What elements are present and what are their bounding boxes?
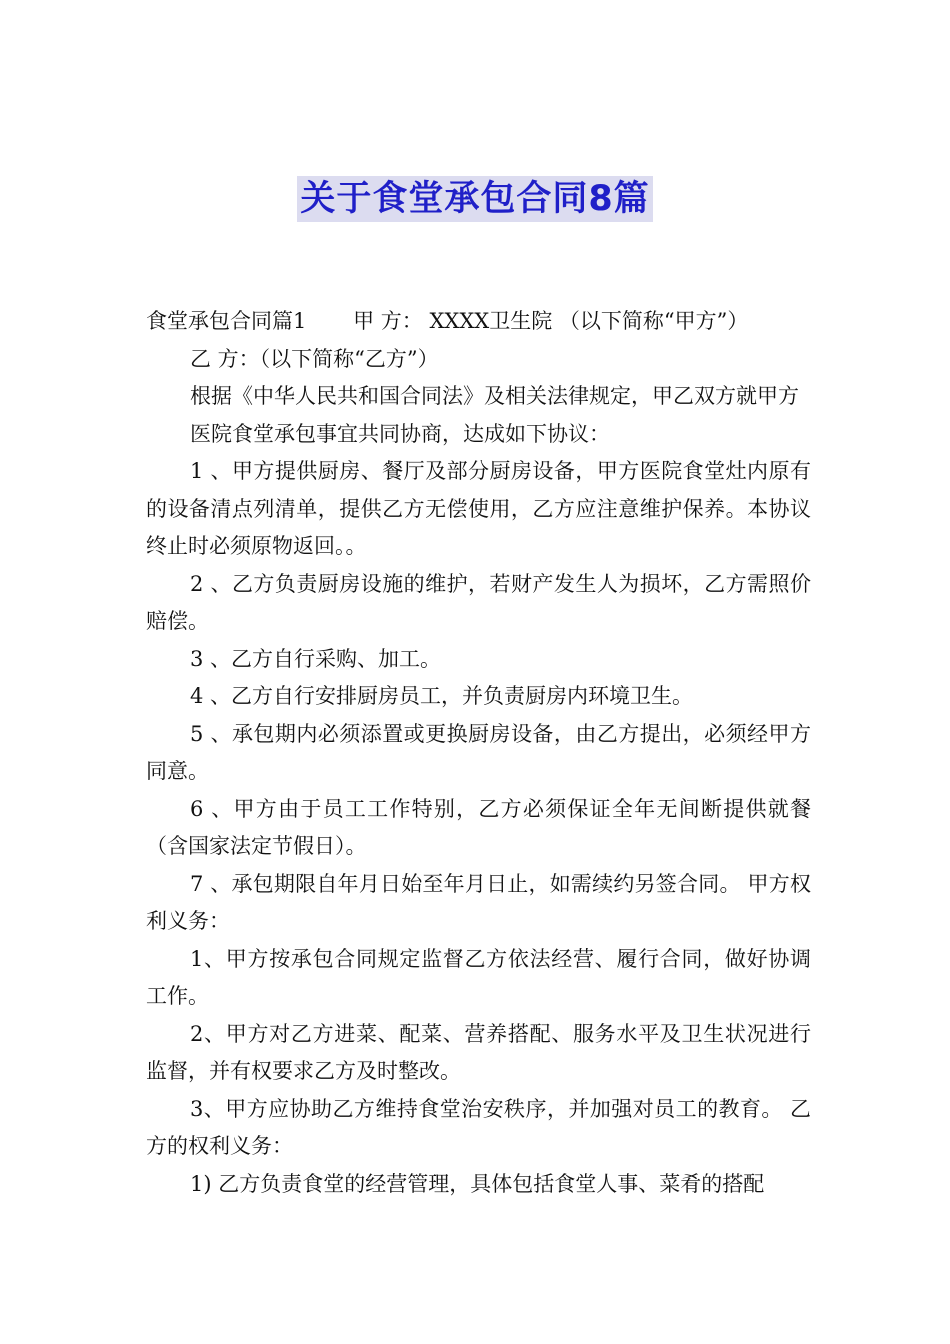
party-b-duty-1: 1) 乙方负责食堂的经营管理，具体包括食堂人事、菜肴的搭配 [190,1171,765,1196]
paragraph-preamble: 根据《中华人民共和国合同法》及相关法律规定，甲乙双方就甲方 [190,384,799,408]
party-b-line: 乙 方：（以下简称“乙方”） [190,346,439,371]
title-area [0,176,950,222]
document-body [146,303,811,1203]
clause-4: 4 、乙方自行安排厨房员工，并负责厨房内环境卫生。 [190,684,694,708]
paragraph-agreement-intro: 医院食堂承包事宜共同协商，达成如下协议： [190,421,610,446]
party-a-duty-1: 1、甲方按承包合同规定监督乙方依法经营、履行合同，做好协调工作。 [146,946,811,1008]
party-a-duty-3: 3、甲方应协助乙方维持食堂治安秩序，并加强对员工的教育。 乙方的权利义务： [146,1096,811,1158]
clause-3: 3 、乙方自行采购、加工。 [190,646,442,671]
clause-2: 2 、乙方负责厨房设施的维护，若财产发生人为损坏，乙方需照价赔偿。 [146,571,811,633]
clause-6: 6 、甲方由于员工工作特别，乙方必须保证全年无间断提供就餐（含国家法定节假日）。 [146,796,811,858]
document-title: 关于食堂承包合同8篇 [297,176,652,222]
clause-1: 1 、甲方提供厨房、餐厅及部分厨房设备，甲方医院食堂灶内原有的设备清点列清单，提供乙方无偿使用，乙方应注意维护保养。本协议终止时必须原物返回。。 [146,459,811,558]
contract-header-line: 食堂承包合同篇1 甲 方： XXXX卫生院 （以下简称“甲方”） [146,309,749,333]
clause-5: 5 、承包期内必须添置或更换厨房设备，由乙方提出，必须经甲方同意。 [146,721,811,783]
clause-7: 7 、承包期限自年月日始至年月日止，如需续约另签合同。 甲方权利义务： [146,871,811,933]
party-a-duty-2: 2、甲方对乙方进菜、配菜、营养搭配、服务水平及卫生状况进行监督，并有权要求乙方及时整改。 [146,1021,811,1083]
